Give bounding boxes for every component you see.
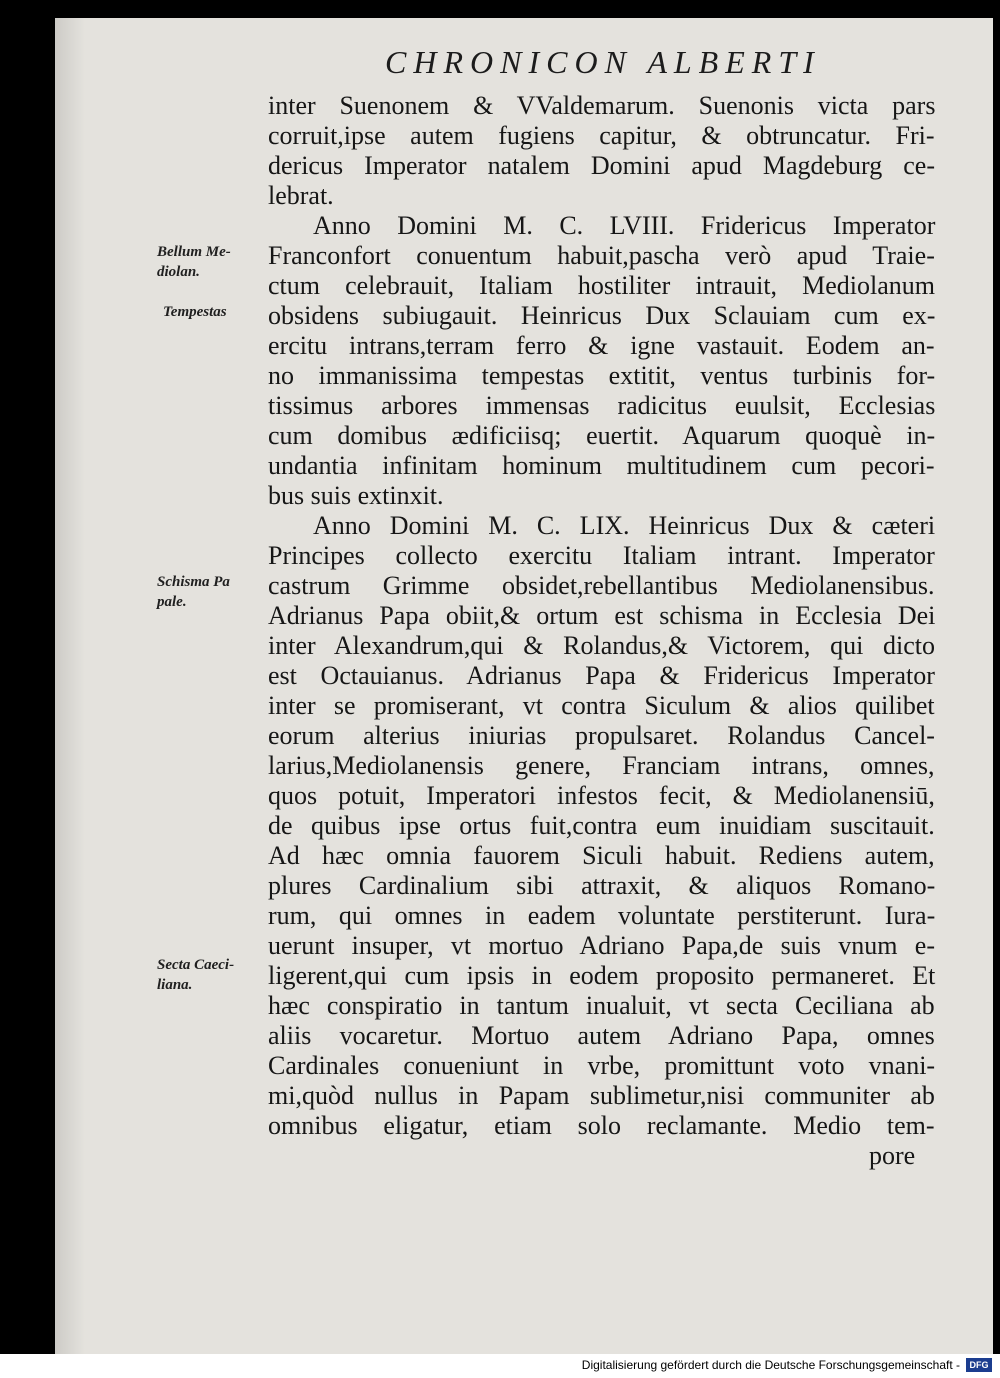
- text-line: lebrat.: [268, 181, 334, 210]
- text-line: mi,quòd nullus in Papam sublimetur,nisi communiter ab: [268, 1081, 935, 1110]
- text-line: pore: [869, 1141, 916, 1170]
- text-line: ligerent,qui cum ipsis in eodem proposito permaneret. Et: [268, 961, 936, 990]
- text-line: rum, qui omnes in eadem voluntate perstiterunt. Iura-: [268, 901, 936, 930]
- text-line: bus suis extinxit.: [268, 481, 444, 510]
- text-line: Anno Domini M. C. LIX. Heinricus Dux & cæteri: [313, 511, 936, 540]
- text-line: castrum Grimme obsidet,rebellantibus Mediolanensibus.: [268, 571, 935, 600]
- text-line: dericus Imperator natalem Domini apud Magdeburg ce-: [268, 151, 935, 180]
- text-line: uerunt insuper, vt mortuo Adriano Papa,de suis vnum e-: [268, 931, 935, 960]
- margin-note: pale.: [157, 594, 187, 610]
- text-line: tissimus arbores immensas radicitus euulsit, Ecclesias: [268, 391, 936, 420]
- margin-note: Schisma Pa: [157, 574, 230, 590]
- digitization-footer: [0, 1354, 1000, 1378]
- footer-credit: Digitalisierung gefördert durch die Deutsche Forschungsgemeinschaft -: [581, 1358, 960, 1372]
- text-line: omnibus eligatur, etiam solo reclamante. Medio tem-: [268, 1111, 935, 1140]
- text-line: ctum celebrauit, Italiam hostiliter intrauit, Mediolanum: [268, 271, 936, 300]
- text-line: inter Suenonem & VValdemarum. Suenonis victa pars: [268, 91, 936, 120]
- text-line: hæc conspiratio in tantum inualuit, vt secta Ceciliana ab: [268, 991, 935, 1020]
- text-line: de quibus ipse ortus fuit,contra eum inuidiam suscitauit.: [268, 811, 935, 840]
- book-page: [55, 18, 993, 1354]
- text-line: no immanissima tempestas extitit, ventus turbinis for-: [268, 361, 936, 390]
- text-line: inter se promiserant, vt contra Siculum & alios quilibet: [268, 691, 935, 720]
- text-line: Franconfort conuentum habuit,pascha verò apud Traie-: [268, 241, 935, 270]
- text-line: Ad hæc omnia fauorem Siculi habuit. Rediens autem,: [268, 841, 935, 870]
- text-line: larius,Mediolanensis genere, Franciam intrans, omnes,: [268, 751, 935, 780]
- text-line: plures Cardinalium sibi attraxit, & aliquos Romano-: [268, 871, 936, 900]
- text-line: corruit,ipse autem fugiens capitur, & obtruncatur. Fri-: [268, 121, 935, 150]
- margin-note: Secta Caeci-: [157, 957, 235, 973]
- margin-note: Tempestas: [163, 304, 227, 320]
- text-line: Anno Domini M. C. LVIII. Fridericus Imperator: [313, 211, 936, 240]
- text-line: quos potuit, Imperatori infestos fecit, & Mediolanensiū,: [268, 781, 935, 810]
- dfg-logo: DFG: [966, 1358, 992, 1372]
- text-line: Cardinales conueniunt in vrbe, promittunt voto vnani-: [268, 1051, 936, 1080]
- text-line: eorum alterius iniurias propulsaret. Rolandus Cancel-: [268, 721, 935, 750]
- text-line: Adrianus Papa obiit,& ortum est schisma in Ecclesia Dei: [268, 601, 936, 630]
- margin-note: Bellum Me-: [157, 244, 231, 260]
- text-line: Principes collecto exercitu Italiam intrant. Imperator: [268, 541, 935, 570]
- text-line: cum domibus ædificiisq; euertit. Aquarum quoquè in-: [268, 421, 936, 450]
- margin-note: diolan.: [157, 264, 200, 280]
- text-line: ercitu intrans,terram ferro & igne vastauit. Eodem an-: [268, 331, 935, 360]
- running-header: CHRONICON ALBERTI: [385, 44, 821, 80]
- text-line: obsidens subiugauit. Heinricus Dux Sclauiam cum ex-: [268, 301, 936, 330]
- text-line: undantia infinitam hominum multitudinem cum pecori-: [268, 451, 935, 480]
- text-line: aliis vocaretur. Mortuo autem Adriano Papa, omnes: [268, 1021, 935, 1050]
- text-line: inter Alexandrum,qui & Rolandus,& Victorem, qui dicto: [268, 631, 935, 660]
- text-line: est Octauianus. Adrianus Papa & Fridericus Imperator: [268, 661, 935, 690]
- margin-note: liana.: [157, 977, 193, 993]
